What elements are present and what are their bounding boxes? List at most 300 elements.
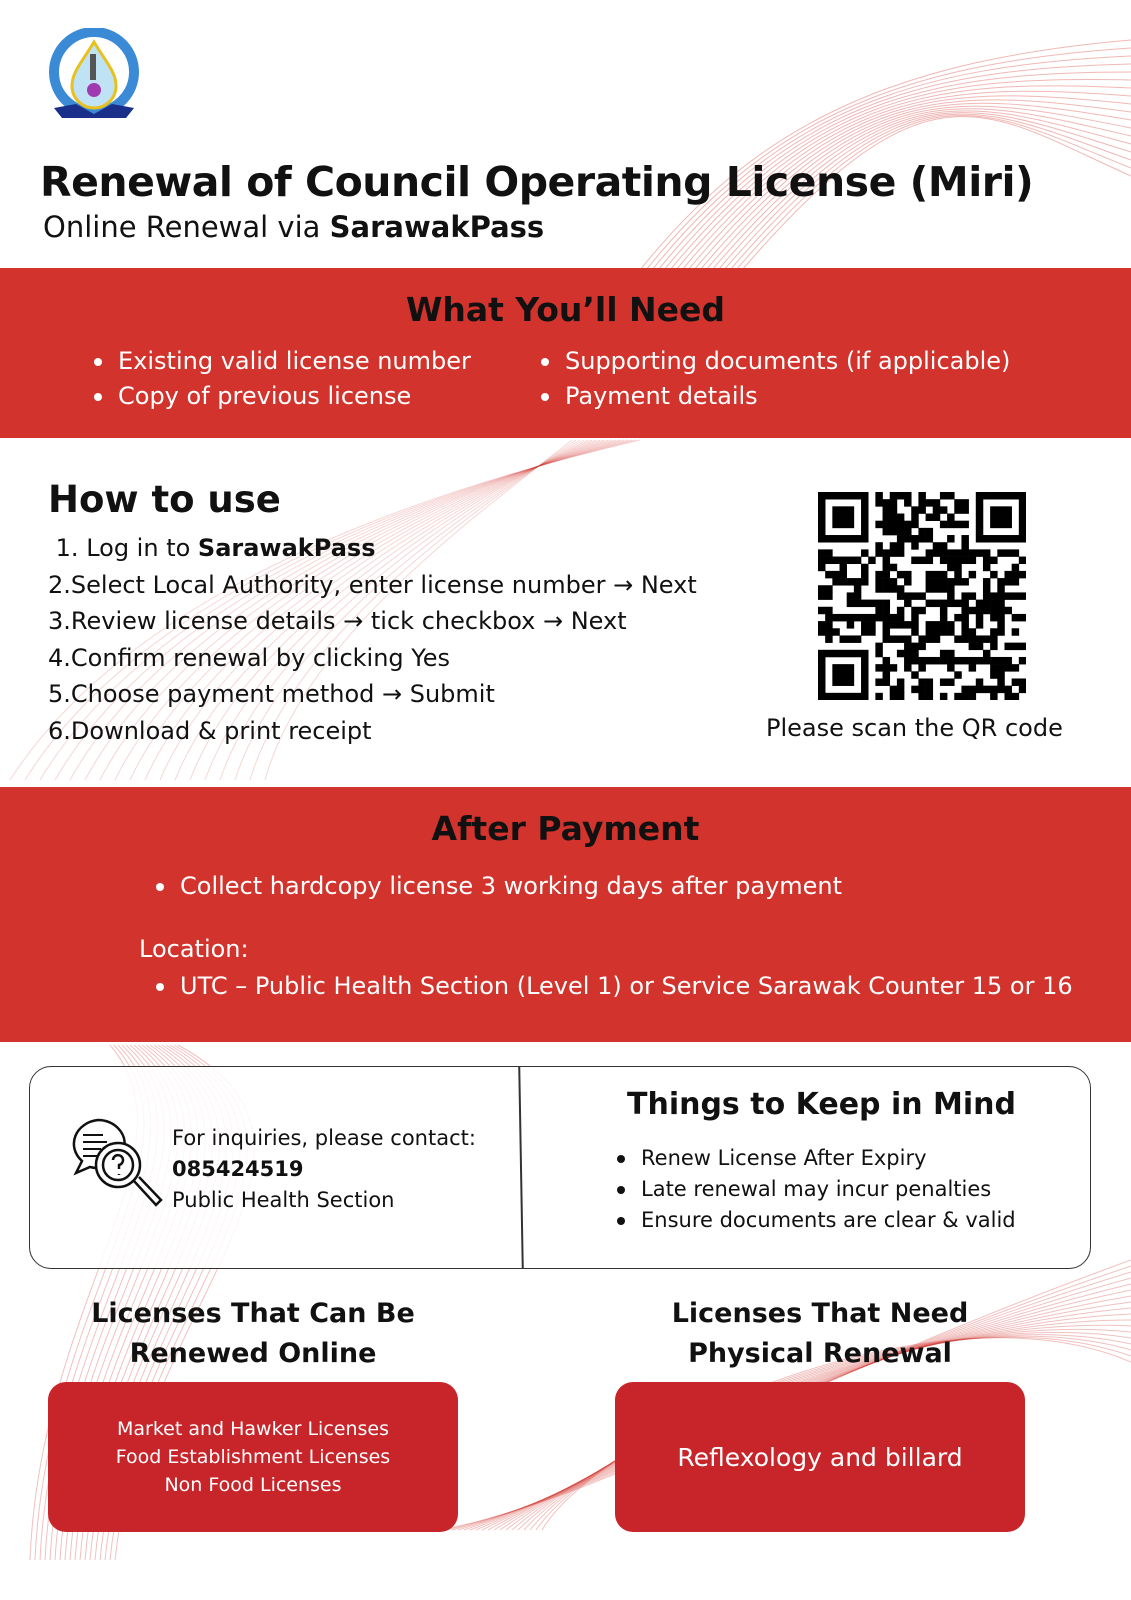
qr-module — [997, 664, 1004, 671]
qr-module — [904, 521, 911, 528]
qr-module — [818, 585, 825, 592]
qr-module — [926, 693, 933, 700]
qr-module — [840, 664, 847, 671]
qr-module — [840, 557, 847, 564]
qr-module — [911, 643, 918, 650]
qr-module — [847, 506, 854, 513]
qr-module — [847, 535, 854, 542]
qr-module — [976, 499, 983, 506]
qr-module — [875, 614, 882, 621]
qr-module — [926, 635, 933, 642]
qr-module — [861, 549, 868, 556]
qr-module — [976, 506, 983, 513]
qr-module — [947, 664, 954, 671]
qr-module — [976, 514, 983, 521]
qr-module — [947, 557, 954, 564]
qr-module — [897, 592, 904, 599]
qr-module — [947, 521, 954, 528]
qr-module — [976, 621, 983, 628]
qr-module — [1012, 535, 1019, 542]
list-item: Payment details — [537, 379, 1010, 414]
qr-module — [961, 621, 968, 628]
qr-module — [832, 678, 839, 685]
qr-module — [825, 635, 832, 642]
qr-module — [997, 549, 1004, 556]
qr-module — [933, 549, 940, 556]
qr-module — [976, 635, 983, 642]
qr-module — [997, 678, 1004, 685]
qr-module — [933, 499, 940, 506]
qr-module — [983, 657, 990, 664]
location-label: Location: — [139, 935, 249, 963]
qr-module — [976, 678, 983, 685]
qr-module — [904, 643, 911, 650]
qr-module — [854, 650, 861, 657]
qr-module — [926, 628, 933, 635]
keep-in-mind-title: Things to Keep in Mind — [627, 1087, 1017, 1122]
qr-module — [926, 621, 933, 628]
qr-module — [883, 628, 890, 635]
qr-module — [983, 686, 990, 693]
qr-module — [897, 528, 904, 535]
qr-module — [918, 528, 925, 535]
qr-module — [883, 528, 890, 535]
qr-module — [890, 686, 897, 693]
qr-module — [861, 514, 868, 521]
qr-module — [904, 664, 911, 671]
qr-module — [976, 600, 983, 607]
qr-module — [832, 578, 839, 585]
qr-module — [847, 600, 854, 607]
qr-module — [940, 506, 947, 513]
qr-module — [947, 621, 954, 628]
step-text: Review license details → tick checkbox → Next — [70, 607, 627, 635]
qr-code[interactable] — [818, 492, 1026, 700]
qr-module — [1019, 614, 1026, 621]
qr-module — [990, 571, 997, 578]
qr-module — [940, 585, 947, 592]
qr-module — [883, 614, 890, 621]
qr-module — [875, 678, 882, 685]
qr-module — [961, 535, 968, 542]
qr-module — [854, 600, 861, 607]
qr-module — [976, 549, 983, 556]
qr-module — [969, 635, 976, 642]
qr-module — [990, 600, 997, 607]
qr-module — [1012, 549, 1019, 556]
qr-module — [983, 585, 990, 592]
qr-module — [969, 657, 976, 664]
list-item: UTC – Public Health Section (Level 1) or Service Sarawak Counter 15 or 16 — [152, 969, 1073, 1004]
qr-module — [861, 686, 868, 693]
qr-module — [976, 614, 983, 621]
step-number: 3. — [48, 607, 71, 635]
qr-module — [883, 600, 890, 607]
qr-module — [854, 585, 861, 592]
qr-module — [954, 600, 961, 607]
step-app-name: SarawakPass — [197, 534, 376, 562]
qr-module — [961, 549, 968, 556]
qr-module — [1019, 643, 1026, 650]
qr-module — [997, 671, 1004, 678]
qr-module — [825, 571, 832, 578]
qr-module — [954, 657, 961, 664]
qr-module — [997, 506, 1004, 513]
qr-module — [883, 657, 890, 664]
qr-module — [904, 528, 911, 535]
qr-module — [818, 592, 825, 599]
qr-module — [918, 506, 925, 513]
qr-module — [847, 635, 854, 642]
qr-module — [904, 499, 911, 506]
qr-module — [825, 607, 832, 614]
info-box — [29, 1066, 1091, 1269]
subtitle-app-name: SarawakPass — [329, 210, 545, 244]
qr-module — [926, 585, 933, 592]
qr-module — [926, 528, 933, 535]
title-line: Licenses That Need — [671, 1298, 969, 1329]
qr-module — [825, 549, 832, 556]
qr-module — [897, 693, 904, 700]
qr-module — [911, 628, 918, 635]
qr-module — [897, 614, 904, 621]
qr-module — [861, 535, 868, 542]
qr-module — [818, 521, 825, 528]
qr-module — [890, 578, 897, 585]
qr-module — [990, 514, 997, 521]
after-payment-section — [0, 787, 1131, 1042]
qr-module — [861, 628, 868, 635]
qr-module — [997, 686, 1004, 693]
contact-phone[interactable]: 085424519 — [172, 1157, 304, 1181]
qr-module — [947, 535, 954, 542]
qr-module — [933, 621, 940, 628]
qr-module — [825, 614, 832, 621]
qr-module — [969, 571, 976, 578]
step-3 — [48, 603, 697, 640]
qr-module — [832, 506, 839, 513]
qr-module — [904, 635, 911, 642]
qr-module — [961, 607, 968, 614]
qr-module — [933, 628, 940, 635]
contact-dept: Public Health Section — [172, 1188, 395, 1212]
qr-module — [897, 571, 904, 578]
qr-module — [875, 499, 882, 506]
qr-module — [904, 571, 911, 578]
qr-module — [961, 614, 968, 621]
qr-module — [875, 600, 882, 607]
qr-module — [897, 635, 904, 642]
qr-module — [1019, 514, 1026, 521]
qr-module — [897, 621, 904, 628]
qr-module — [911, 686, 918, 693]
qr-module — [818, 657, 825, 664]
qr-module — [890, 693, 897, 700]
qr-module — [918, 693, 925, 700]
qr-module — [990, 592, 997, 599]
list-item: Renew License After Expiry — [613, 1143, 1016, 1174]
qr-module — [976, 521, 983, 528]
qr-module — [840, 650, 847, 657]
qr-module — [890, 521, 897, 528]
qr-module — [940, 571, 947, 578]
qr-module — [926, 571, 933, 578]
qr-module — [990, 693, 997, 700]
qr-module — [890, 499, 897, 506]
qr-module — [832, 664, 839, 671]
qr-module — [918, 499, 925, 506]
qr-module — [897, 535, 904, 542]
qr-module — [883, 571, 890, 578]
qr-module — [832, 628, 839, 635]
qr-module — [897, 585, 904, 592]
qr-module — [1019, 678, 1026, 685]
qr-module — [983, 549, 990, 556]
qr-module — [1012, 643, 1019, 650]
need-list-right — [537, 344, 1010, 414]
qr-module — [1004, 535, 1011, 542]
qr-module — [883, 514, 890, 521]
qr-module — [940, 678, 947, 685]
qr-module — [1012, 628, 1019, 635]
license-item: Food Establishment Licenses — [115, 1446, 391, 1468]
qr-module — [1019, 499, 1026, 506]
qr-module — [911, 535, 918, 542]
qr-module — [847, 614, 854, 621]
qr-module — [1019, 506, 1026, 513]
qr-module — [954, 614, 961, 621]
qr-module — [847, 578, 854, 585]
qr-module — [997, 592, 1004, 599]
qr-module — [847, 650, 854, 657]
qr-module — [825, 592, 832, 599]
list-item: Ensure documents are clear & valid — [613, 1205, 1016, 1236]
qr-module — [997, 521, 1004, 528]
qr-module — [954, 499, 961, 506]
step-number: 4. — [48, 643, 71, 672]
contact-info — [172, 1123, 476, 1216]
qr-module — [990, 521, 997, 528]
qr-module — [1012, 693, 1019, 700]
qr-module — [840, 693, 847, 700]
qr-module — [847, 492, 854, 499]
physical-licenses-box — [615, 1382, 1025, 1532]
qr-module — [961, 578, 968, 585]
qr-module — [933, 600, 940, 607]
qr-module — [825, 492, 832, 499]
qr-module — [883, 521, 890, 528]
qr-module — [1004, 607, 1011, 614]
qr-module — [926, 514, 933, 521]
qr-module — [947, 592, 954, 599]
qr-module — [1012, 492, 1019, 499]
qr-module — [897, 650, 904, 657]
qr-module — [918, 643, 925, 650]
subtitle-text: Online Renewal via — [43, 210, 330, 244]
qr-module — [818, 564, 825, 571]
section-title: After Payment — [431, 809, 700, 848]
qr-module — [983, 635, 990, 642]
qr-caption: Please scan the QR code — [766, 714, 1063, 742]
step-number: 1. — [55, 534, 79, 562]
qr-module — [883, 585, 890, 592]
qr-module — [990, 657, 997, 664]
license-item: Non Food Licenses — [164, 1474, 342, 1496]
qr-module — [897, 542, 904, 549]
qr-module — [883, 557, 890, 564]
qr-module — [847, 592, 854, 599]
step-number: 2. — [48, 570, 71, 599]
steps-list — [48, 530, 697, 749]
qr-module — [1019, 557, 1026, 564]
qr-module — [969, 643, 976, 650]
qr-module — [933, 578, 940, 585]
qr-module — [976, 686, 983, 693]
qr-module — [940, 557, 947, 564]
step-5 — [48, 676, 697, 713]
qr-module — [840, 492, 847, 499]
qr-module — [847, 514, 854, 521]
step-text: Log in to — [86, 534, 198, 562]
qr-module — [818, 528, 825, 535]
qr-module — [933, 635, 940, 642]
qr-module — [832, 514, 839, 521]
qr-module — [983, 557, 990, 564]
qr-module — [825, 557, 832, 564]
qr-module — [947, 600, 954, 607]
qr-module — [1004, 686, 1011, 693]
qr-module — [997, 514, 1004, 521]
qr-module — [861, 600, 868, 607]
qr-module — [1004, 693, 1011, 700]
qr-module — [990, 535, 997, 542]
qr-module — [940, 549, 947, 556]
qr-module — [854, 592, 861, 599]
qr-module — [926, 549, 933, 556]
step-text: Select Local Authority, enter license number → Next — [70, 570, 697, 599]
qr-module — [897, 549, 904, 556]
qr-module — [861, 578, 868, 585]
qr-module — [825, 621, 832, 628]
qr-module — [961, 592, 968, 599]
step-number: 6. — [48, 716, 71, 745]
qr-module — [969, 607, 976, 614]
qr-module — [1019, 528, 1026, 535]
qr-module — [961, 628, 968, 635]
qr-module — [1019, 535, 1026, 542]
qr-module — [854, 614, 861, 621]
qr-module — [961, 657, 968, 664]
qr-module — [1004, 657, 1011, 664]
qr-module — [861, 499, 868, 506]
qr-module — [861, 671, 868, 678]
qr-module — [911, 557, 918, 564]
qr-module — [890, 664, 897, 671]
qr-module — [890, 506, 897, 513]
qr-module — [883, 621, 890, 628]
qr-module — [818, 628, 825, 635]
qr-module — [990, 506, 997, 513]
qr-module — [911, 506, 918, 513]
qr-module — [818, 499, 825, 506]
qr-module — [904, 621, 911, 628]
qr-module — [890, 621, 897, 628]
qr-module — [918, 607, 925, 614]
qr-module — [1004, 578, 1011, 585]
qr-module — [961, 693, 968, 700]
qr-module — [933, 585, 940, 592]
qr-module — [990, 686, 997, 693]
step-6 — [48, 713, 697, 750]
qr-module — [897, 521, 904, 528]
qr-module — [832, 650, 839, 657]
license-item: Market and Hawker Licenses — [116, 1418, 389, 1440]
how-to-use-title: How to use — [48, 478, 281, 521]
qr-module — [818, 506, 825, 513]
qr-module — [904, 492, 911, 499]
qr-module — [1012, 564, 1019, 571]
qr-module — [976, 492, 983, 499]
qr-module — [940, 657, 947, 664]
qr-module — [911, 621, 918, 628]
qr-module — [954, 506, 961, 513]
qr-module — [954, 635, 961, 642]
qr-module — [847, 521, 854, 528]
qr-module — [875, 542, 882, 549]
title-line: Physical Renewal — [688, 1338, 952, 1369]
qr-module — [911, 607, 918, 614]
qr-module — [997, 585, 1004, 592]
qr-module — [911, 521, 918, 528]
physical-licenses-title — [615, 1294, 1025, 1374]
qr-module — [997, 535, 1004, 542]
qr-module — [890, 585, 897, 592]
qr-module — [918, 635, 925, 642]
qr-module — [940, 521, 947, 528]
qr-module — [976, 657, 983, 664]
qr-module — [954, 521, 961, 528]
qr-module — [947, 585, 954, 592]
qr-module — [883, 607, 890, 614]
list-item: Existing valid license number — [90, 344, 471, 379]
qr-module — [875, 650, 882, 657]
qr-module — [911, 592, 918, 599]
qr-module — [961, 635, 968, 642]
qr-module — [918, 535, 925, 542]
qr-module — [897, 514, 904, 521]
qr-module — [911, 514, 918, 521]
qr-module — [940, 600, 947, 607]
qr-module — [1012, 614, 1019, 621]
qr-module — [961, 600, 968, 607]
qr-module — [875, 643, 882, 650]
qr-module — [875, 571, 882, 578]
qr-module — [875, 521, 882, 528]
qr-module — [818, 693, 825, 700]
qr-module — [861, 564, 868, 571]
qr-module — [997, 628, 1004, 635]
title-line: Licenses That Can Be — [91, 1298, 415, 1329]
city-council-logo — [46, 28, 142, 124]
qr-module — [832, 614, 839, 621]
page-subtitle — [43, 210, 544, 244]
qr-module — [904, 592, 911, 599]
qr-module — [847, 621, 854, 628]
qr-module — [983, 578, 990, 585]
qr-module — [997, 600, 1004, 607]
qr-module — [969, 549, 976, 556]
qr-module — [926, 657, 933, 664]
